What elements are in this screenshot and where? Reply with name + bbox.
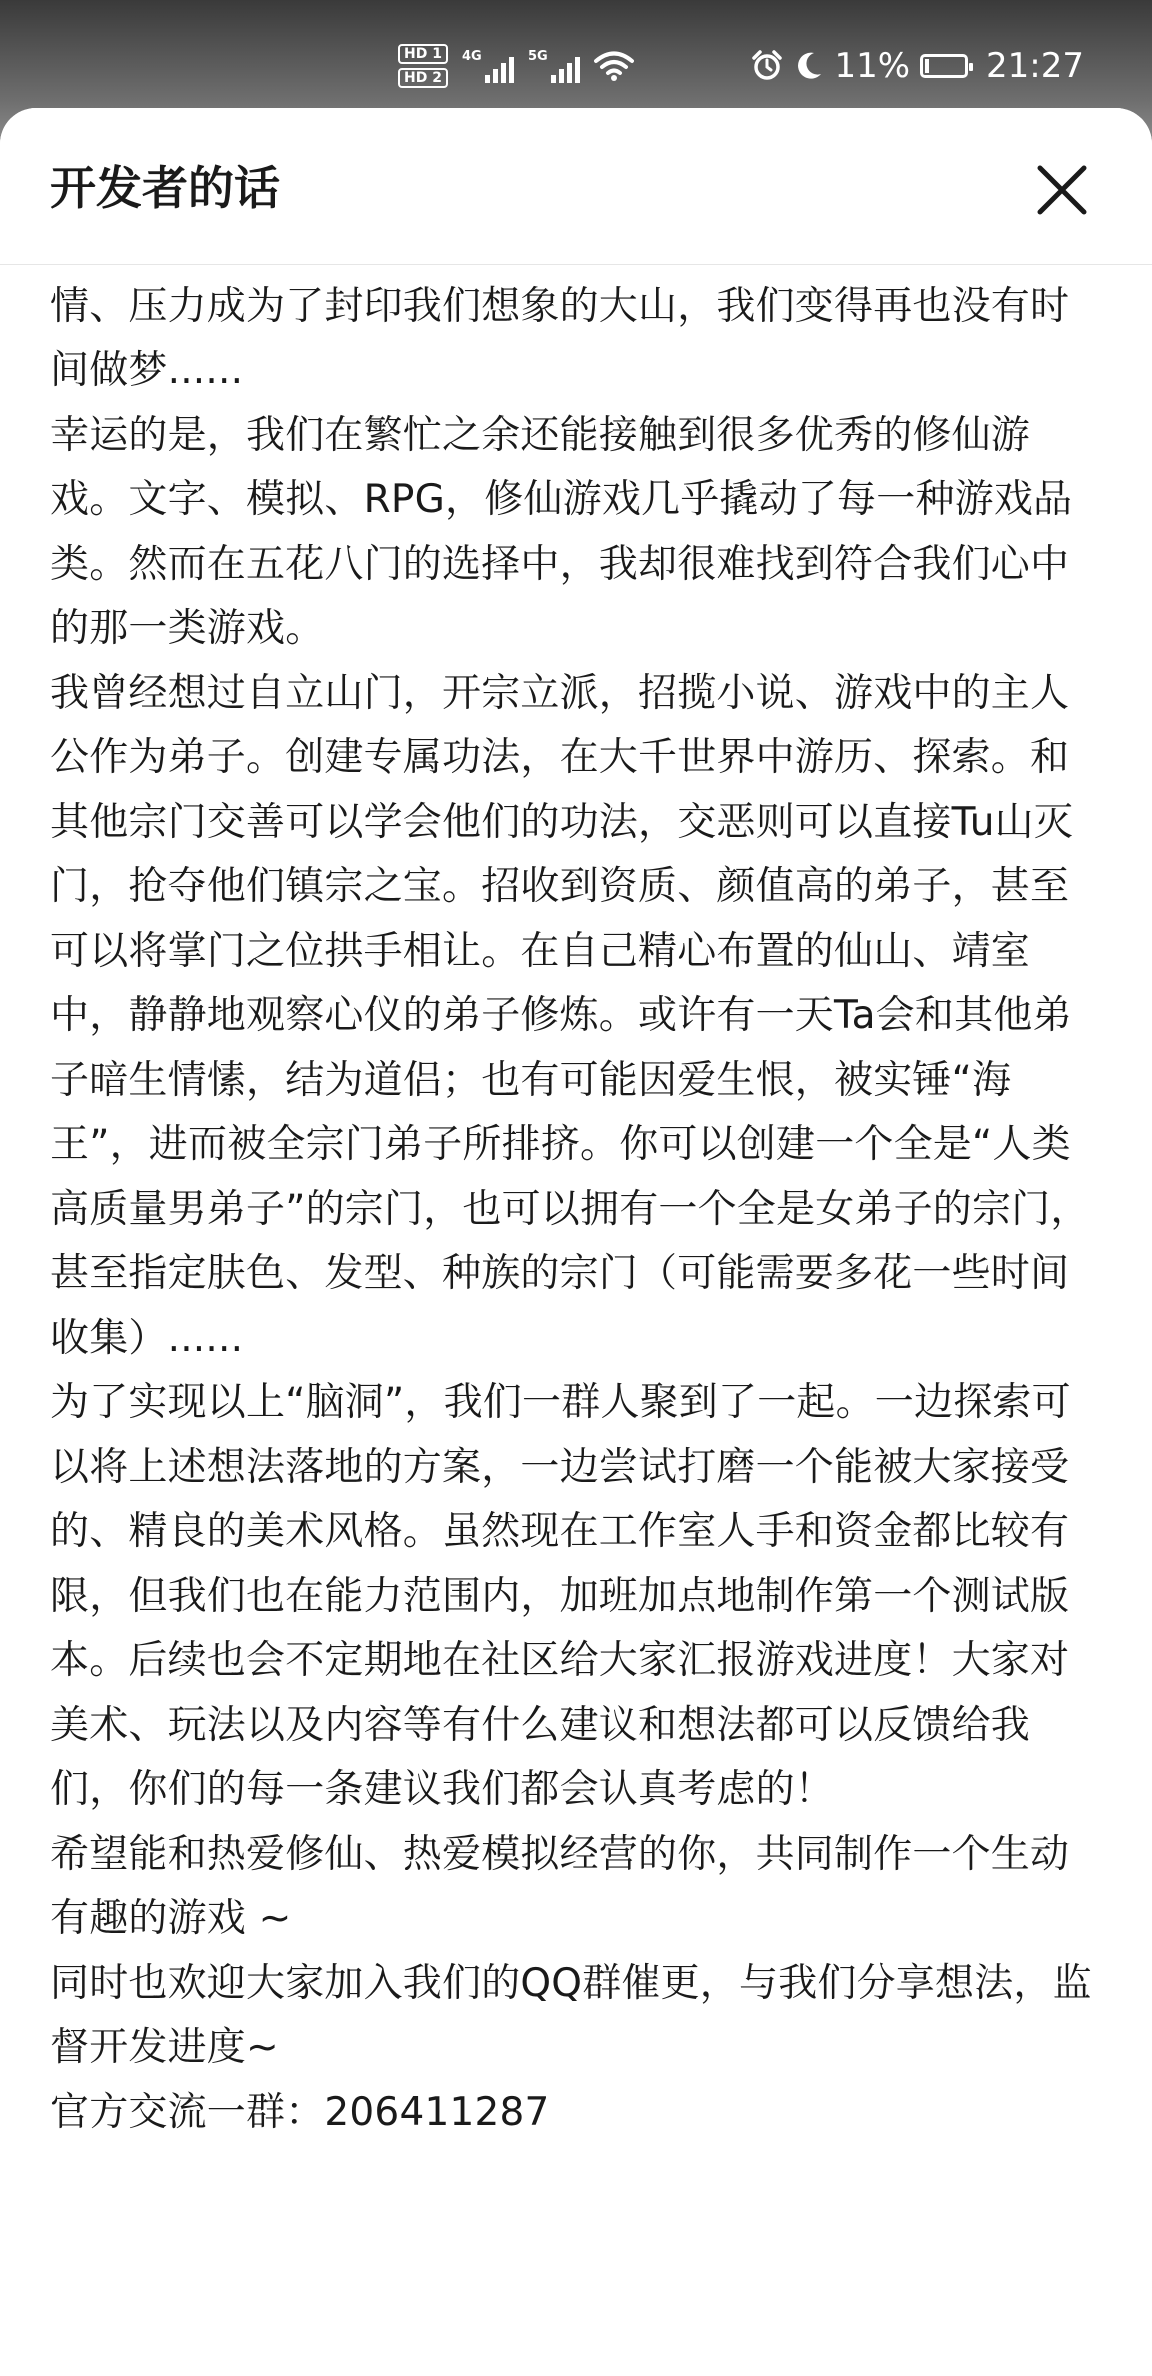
paragraph: 情、压力成为了封印我们想象的大山，我们变得再也没有时间做梦...... (50, 283, 1070, 393)
battery-icon (920, 54, 968, 78)
paragraph: 幸运的是，我们在繁忙之余还能接触到很多优秀的修仙游戏。文字、模拟、RPG，修仙游戏几乎撬动了每一种游戏品类。然而在五花八门的选择中，我却很难找到符合我们心中的那一类游戏。 (50, 412, 1073, 651)
paragraph: 希望能和热爱修仙、热爱模拟经营的你，共同制作一个生动有趣的游戏 ~ (50, 1831, 1070, 1941)
network-type-1: 4G (461, 49, 482, 64)
close-button[interactable] (1030, 158, 1094, 222)
network-type-2: 5G (527, 49, 548, 64)
cellular-signal-1 (462, 49, 514, 83)
hd2-badge: HD 2 (398, 68, 448, 88)
paragraph: 我曾经想过自立山门，开宗立派，招揽小说、游戏中的主人公作为弟子。创建专属功法，在大千世界中游历、探索。和其他宗门交善可以学会他们的功法，交恶则可以直接Tu山灭门，抢夺他们镇宗之宝。招收到资质、颜值高的弟子，甚至可以将掌门之位拱手相让。在自己精心布置的仙山、靖室中，静静地观察心仪的弟子修炼。或许有一天Ta会和其他弟子暗生情愫，结为道侣；也有可能因爱生恨，被实锤“海王”，进而被全宗门弟子所排挤。你可以创建一个全是“人类高质量男弟子”的宗门，也可以拥有一个全是女弟子的宗门，甚至指定肤色、发型、种族的宗门（可能需要多花一些时间收集）...... (50, 670, 1090, 1361)
hd1-badge: HD 1 (398, 44, 448, 64)
page-title: 开发者的话 (50, 161, 280, 215)
hd-indicators (398, 44, 448, 88)
wifi-icon (594, 50, 634, 82)
developer-notes-sheet (0, 108, 1152, 2376)
cellular-signal-2 (528, 49, 580, 83)
alarm-icon (750, 49, 784, 83)
notes-content (50, 210, 1102, 2145)
signal-bars-icon (485, 57, 514, 83)
battery-fill (925, 59, 929, 73)
clock: 21:27 (986, 46, 1084, 86)
signal-area (398, 36, 634, 96)
paragraph: 同时也欢迎大家加入我们的QQ群催更，与我们分享想法，监督开发进度~ (50, 1960, 1092, 2070)
qq-group-line: 官方交流一群：206411287 (50, 2089, 550, 2135)
moon-icon (794, 50, 824, 82)
paragraph: 为了实现以上“脑洞”，我们一群人聚到了一起。一边探索可以将上述想法落地的方案，一边尝试打磨一个能被大家接受的、精良的美术风格。虽然现在工作室人手和资金都比较有限，但我们也在能力范围内，加班加点地制作第一个测试版本。后续也会不定期地在社区给大家汇报游戏进度！大家对美术、玩法以及内容等有什么建议和想法都可以反馈给我们，你们的每一条建议我们都会认真考虑的！ (50, 1380, 1071, 1812)
close-icon (1030, 158, 1094, 222)
battery-percent: 11% (834, 46, 911, 86)
signal-bars-icon (551, 57, 580, 83)
sheet-header (0, 108, 1152, 265)
status-right (750, 44, 1084, 88)
status-bar (0, 0, 1152, 108)
